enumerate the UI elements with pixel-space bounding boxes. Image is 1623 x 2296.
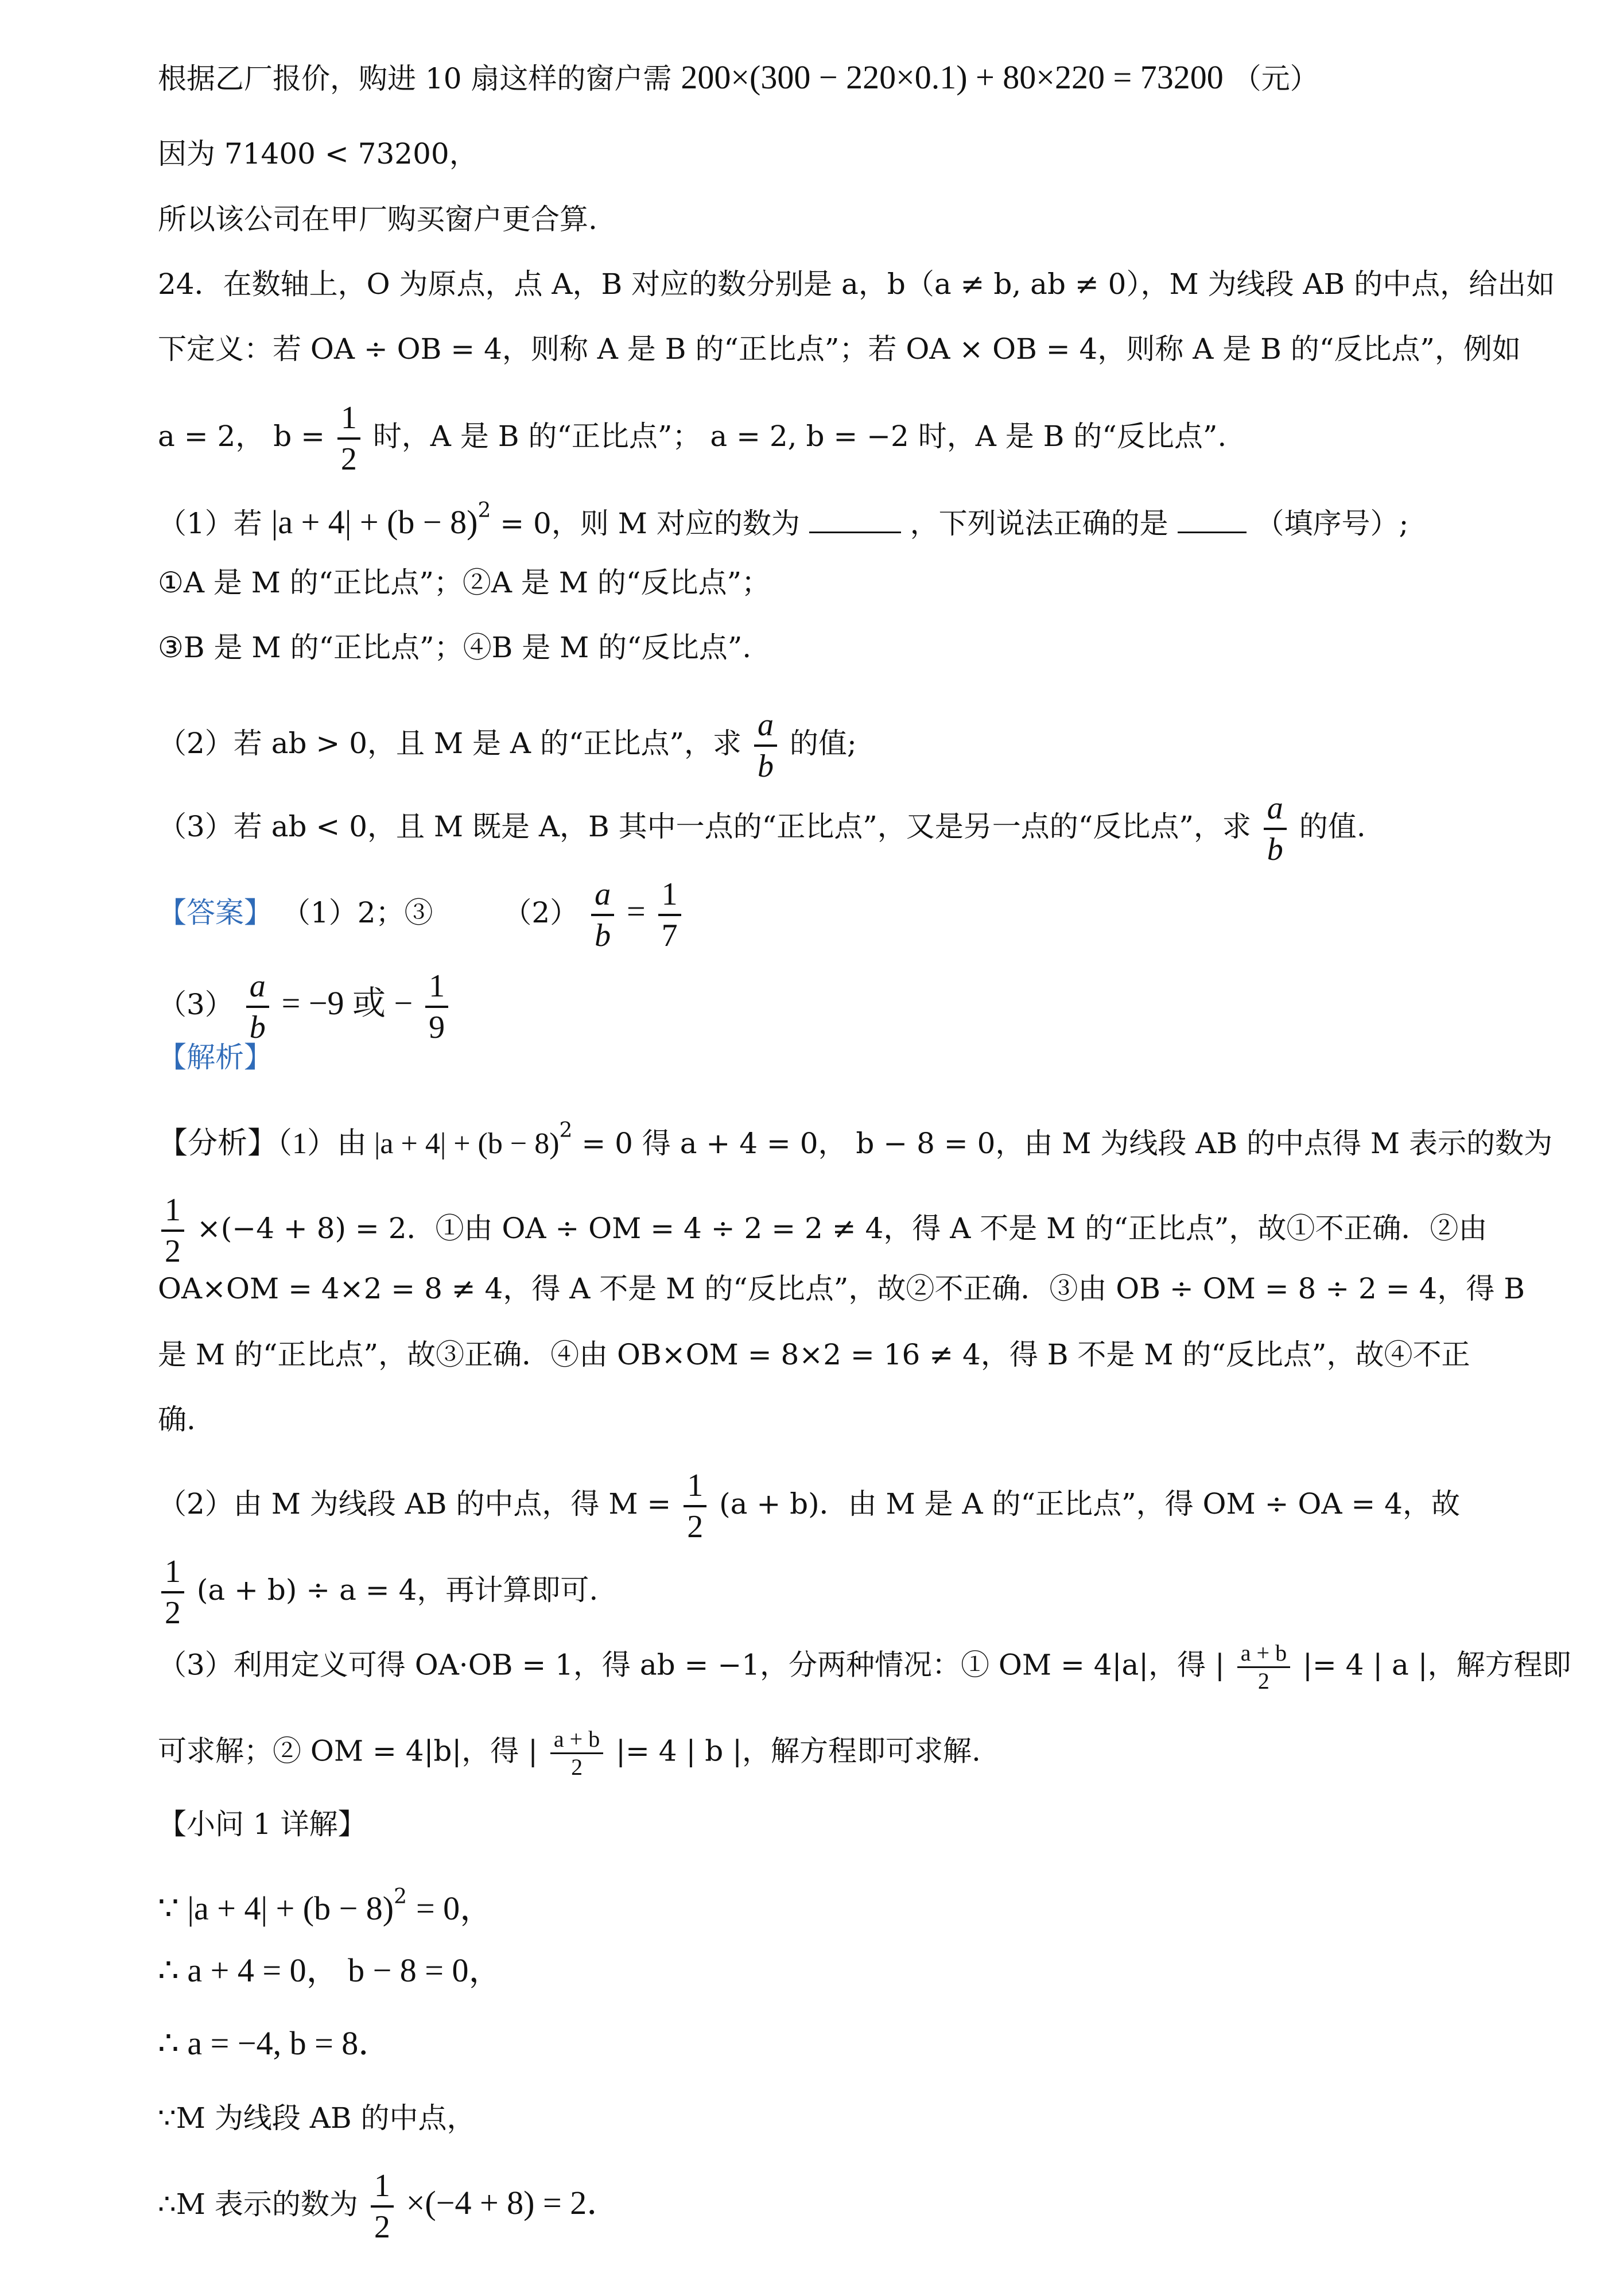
- square-exponent: 2: [559, 1119, 573, 1142]
- option-line-1: [158, 565, 770, 600]
- numerator: a: [1267, 790, 1283, 826]
- fraction-one-ninth: [425, 970, 448, 1044]
- numerator: 1: [371, 2170, 394, 2208]
- line1-text: 根据乙厂报价，购进 10 扇这样的窗户需: [158, 62, 672, 95]
- q24-stem-3b: 时，A 是 B 的“正比点”； a = 2, b = −2 时，A 是 B 的“反比点”.: [372, 420, 1227, 453]
- answer-line-1: [158, 878, 685, 952]
- fraction-a-over-b: [246, 970, 269, 1044]
- denominator: b: [1267, 832, 1283, 867]
- analysis-line-7: [158, 1556, 598, 1629]
- analysis-1a: 【分析】（1）由 |a + 4| + (b − 8): [158, 1127, 560, 1160]
- option-line-2: [158, 630, 751, 665]
- part1-suffix: （填序号）;: [1255, 507, 1409, 540]
- analysis-line-6: [158, 1469, 1460, 1543]
- analysis-9a: 可求解；② OM = 4|b|，得 |: [158, 1734, 538, 1768]
- denominator: 2: [165, 1595, 181, 1631]
- answer-blank-2[interactable]: [1178, 526, 1247, 533]
- solution-2: ∴ a + 4 = 0， b − 8 = 0，: [158, 1952, 502, 1989]
- answer-part3-value: = −9 或 −: [281, 984, 413, 1022]
- part1-math: |a + 4| + (b − 8): [271, 503, 478, 541]
- square-exponent: 2: [477, 499, 491, 522]
- fraction-a-plus-b-over-2: [550, 1728, 603, 1779]
- solution-1a: ∵ |a + 4| + (b − 8): [158, 1890, 394, 1927]
- solution-line-5: [158, 2170, 620, 2243]
- part1-mid: = 0，则 M 对应的数为: [500, 507, 800, 540]
- fraction-a-plus-b-over-2: [1237, 1642, 1290, 1693]
- fraction-one-half: [337, 402, 360, 475]
- analysis-6a: （2）由 M 为线段 AB 的中点，得 M =: [158, 1487, 671, 1521]
- options-1-2: ①A 是 M 的“正比点”；②A 是 M 的“反比点”；: [158, 566, 771, 599]
- denominator: b: [757, 748, 774, 784]
- part-2-line: [158, 709, 857, 782]
- part2-suffix: 的值;: [789, 727, 857, 760]
- analysis-line-8: [158, 1642, 1571, 1693]
- denominator: 2: [1257, 1668, 1269, 1694]
- line1-unit: （元）: [1232, 62, 1319, 95]
- part1-mid2: ，下列说法正确的是: [910, 507, 1168, 540]
- solution-3: ∴ a = −4, b = 8．: [158, 2024, 392, 2062]
- solution-line-3: [158, 2026, 391, 2062]
- denominator: 2: [687, 1509, 704, 1545]
- numerator: 1: [161, 1556, 184, 1593]
- answer-line-2: [158, 970, 452, 1044]
- square-exponent: 2: [394, 1885, 407, 1909]
- q24-stem-3a: a = 2， b =: [158, 420, 325, 453]
- part1-prefix: （1）若: [158, 507, 262, 540]
- analysis-8b: |= 4 | a |，解方程即: [1302, 1648, 1571, 1682]
- solution-line-4: [158, 2101, 476, 2135]
- numerator: 1: [425, 970, 448, 1008]
- numerator: a: [249, 968, 266, 1004]
- q24-stem-1: 24．在数轴上，O 为原点，点 A，B 对应的数分别是 a，b（a ≠ b, ab ≠ 0），M 为线段 AB 的中点，给出如: [158, 267, 1555, 301]
- part2-text: （2）若 ab > 0，且 M 是 A 的“正比点”，求: [158, 727, 742, 760]
- answer-part3-label: （3）: [158, 988, 234, 1021]
- text-line-3: [158, 202, 597, 236]
- analysis-7: (a + b) ÷ a = 4，再计算即可.: [196, 1573, 599, 1607]
- fraction-a-over-b: [1264, 792, 1287, 866]
- part-1-line: [158, 494, 1408, 541]
- fraction-one-seventh: [658, 878, 681, 952]
- part-3-line: [158, 792, 1366, 866]
- part3-text: （3）若 ab < 0，且 M 既是 A，B 其中一点的“正比点”，又是另一点的“反比点”，求: [158, 810, 1251, 843]
- denominator: b: [249, 1010, 266, 1045]
- analysis-8a: （3）利用定义可得 OA·OB = 1，得 ab = −1，分两种情况：① OM = 4|a|，得 |: [158, 1648, 1225, 1682]
- options-3-4: ③B 是 M 的“正比点”；④B 是 M 的“反比点”.: [158, 631, 752, 664]
- solution-5a: ∴M 表示的数为: [158, 2188, 358, 2221]
- fraction-a-over-b: [754, 709, 777, 782]
- question-24-line-1: [158, 267, 1555, 301]
- solution-5b: ×(−4 + 8) = 2．: [406, 2184, 620, 2221]
- numerator: 1: [658, 878, 681, 916]
- analysis-line-3: [158, 1271, 1525, 1306]
- numerator: 1: [337, 402, 360, 440]
- analysis-9b: |= 4 | b |，解方程即可求解.: [616, 1734, 981, 1768]
- fraction-one-half: [684, 1469, 706, 1543]
- line2-text: 因为 71400 < 73200，: [158, 137, 478, 170]
- question-24-line-2: [158, 332, 1521, 366]
- numerator: a: [595, 876, 611, 912]
- analysis-4: 是 M 的“正比点”，故③正确．④由 OB×OM = 8×2 = 16 ≠ 4，得 B 不是 M 的“反比点”，故④不正: [158, 1338, 1470, 1371]
- numerator: a + b: [550, 1728, 603, 1754]
- analysis-2: ×(−4 + 8) = 2．①由 OA ÷ OM = 4 ÷ 2 = 2 ≠ 4，得 A 不是 M 的“正比点”，故①不正确．②由: [196, 1212, 1488, 1245]
- analysis-5: 确.: [158, 1403, 196, 1436]
- text-line-2: [158, 137, 478, 171]
- text-line-1: [158, 60, 1319, 96]
- analysis-label: [158, 1040, 273, 1075]
- solution-1b: = 0，: [416, 1890, 494, 1927]
- equals-sign: =: [626, 893, 646, 930]
- analysis-line-5: [158, 1402, 196, 1437]
- denominator: 7: [661, 918, 678, 953]
- denominator: b: [595, 918, 611, 953]
- answer-blank-1[interactable]: [809, 526, 901, 533]
- analysis-heading: 【解析】: [158, 1041, 273, 1074]
- answer-part2-label: （2）: [503, 896, 579, 929]
- analysis-line-2: [158, 1194, 1487, 1267]
- sub-question-1-label: 【小问 1 详解】: [158, 1808, 367, 1841]
- denominator: 2: [374, 2209, 390, 2245]
- fraction-a-over-b: [591, 878, 614, 952]
- solution-line-1: [158, 1880, 493, 1927]
- sub-question-1-heading: [158, 1807, 367, 1841]
- answer-label: 【答案】: [158, 896, 273, 929]
- line1-math: 200×(300 − 220×0.1) + 80×220 = 73200: [681, 59, 1224, 96]
- part3-suffix: 的值.: [1299, 810, 1366, 843]
- denominator: 2: [340, 441, 357, 477]
- numerator: a: [757, 707, 774, 743]
- denominator: 9: [429, 1010, 445, 1045]
- question-24-line-3: [158, 402, 1226, 475]
- numerator: 1: [684, 1469, 706, 1507]
- fraction-one-half: [371, 2170, 394, 2243]
- analysis-3: OA×OM = 4×2 = 8 ≠ 4，得 A 不是 M 的“反比点”，故②不正确．③由 OB ÷ OM = 8 ÷ 2 = 4，得 B: [158, 1272, 1525, 1305]
- fraction-one-half: [161, 1556, 184, 1629]
- denominator: 2: [571, 1754, 583, 1780]
- analysis-line-9: [158, 1728, 981, 1779]
- solution-line-2: [158, 1953, 502, 1989]
- fraction-one-half: [161, 1194, 184, 1267]
- answer-part1: （1）2；③: [281, 896, 433, 929]
- analysis-line-4: [158, 1337, 1470, 1372]
- analysis-1b: = 0 得 a + 4 = 0， b − 8 = 0，由 M 为线段 AB 的中点得 M 表示的数为: [581, 1127, 1553, 1160]
- numerator: 1: [161, 1194, 184, 1232]
- q24-stem-2: 下定义：若 OA ÷ OB = 4，则称 A 是 B 的“正比点”；若 OA × OB = 4，则称 A 是 B 的“反比点”，例如: [158, 332, 1521, 366]
- analysis-line-1: [158, 1114, 1552, 1161]
- numerator: a + b: [1237, 1642, 1290, 1668]
- analysis-6b: (a + b)．由 M 是 A 的“正比点”，得 OM ÷ OA = 4，故: [719, 1487, 1460, 1521]
- solution-4: ∵M 为线段 AB 的中点，: [158, 2101, 476, 2135]
- denominator: 2: [165, 1234, 181, 1269]
- line3-text: 所以该公司在甲厂购买窗户更合算.: [158, 203, 597, 236]
